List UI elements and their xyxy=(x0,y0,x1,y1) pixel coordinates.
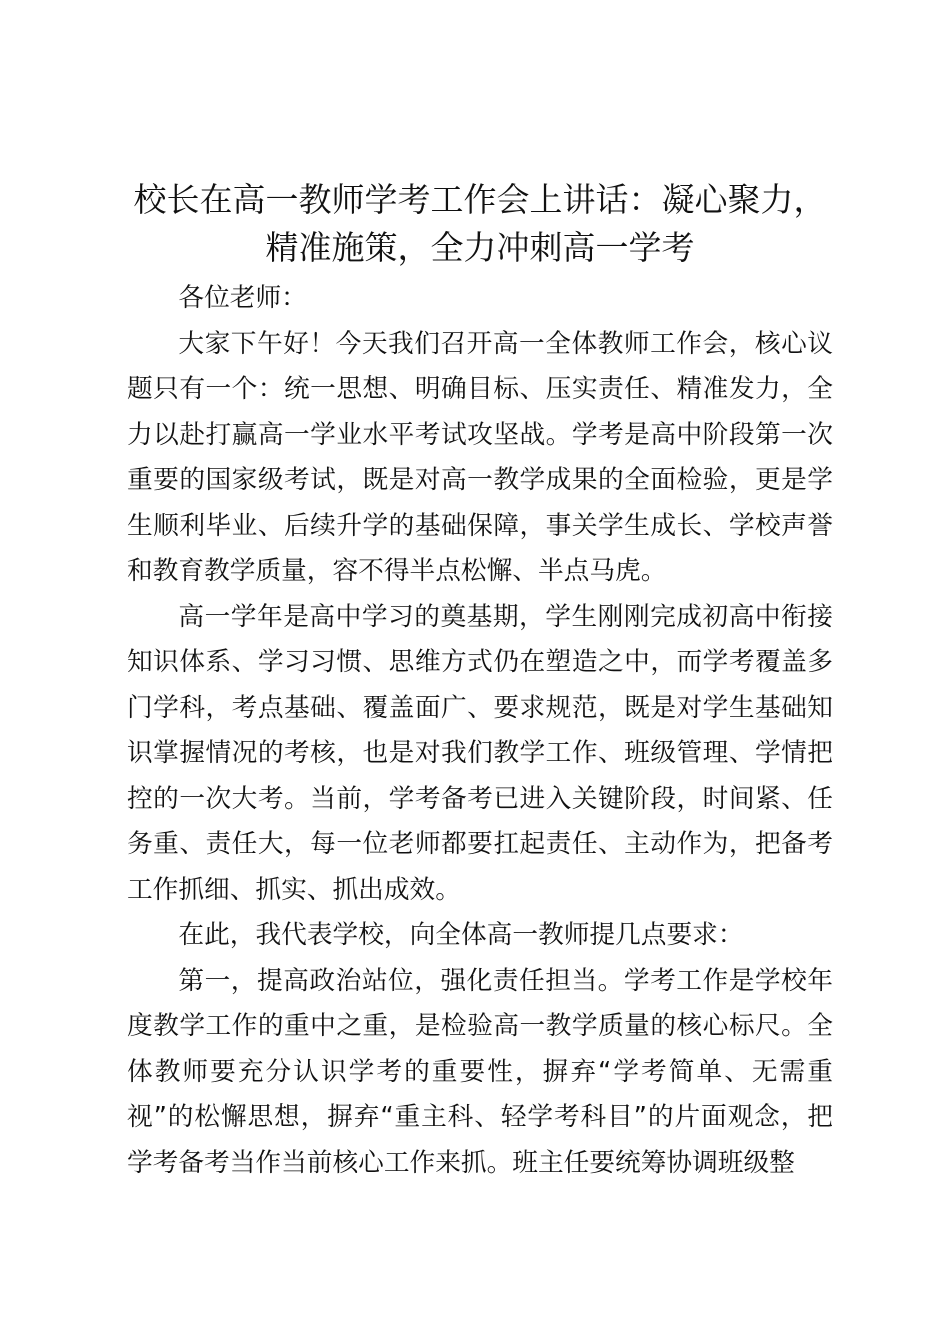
paragraph-context: 高一学年是高中学习的奠基期，学生刚刚完成初高中衔接知识体系、学习习惯、思维方式仍在塑造之中，而学考覆盖多门学科，考点基础、覆盖面广、要求规范，既是对学生基础知识掌握情况的考核，也是对我们教学工作、班级管理、学情把控的一次大考。当前，学考备考已进入关键阶段，时间紧、任务重、责任大，每一位老师都要扛起责任、主动作为，把备考工作抓细、抓实、抓出成效。 xyxy=(127,601,833,905)
paragraph-requirements-intro: 在此，我代表学校，向全体高一教师提几点要求： xyxy=(178,920,744,950)
document-title xyxy=(127,176,833,272)
paragraph-first-requirement: 第一，提高政治站位，强化责任担当。学考工作是学校年度教学工作的重中之重，是检验高一教学质量的核心标尺。全体教师要充分认识学考的重要性，摒弃“学考简单、无需重视”的松懈思想，摒弃“重主科、轻学考科目”的片面观念，把学考备考当作当前核心工作来抓。班主任要统筹协调班级整 xyxy=(127,965,833,1178)
paragraph-greeting: 大家下午好！今天我们召开高一全体教师工作会，核心议题只有一个：统一思想、明确目标、压实责任、精准发力，全力以赴打赢高一学业水平考试攻坚战。学考是高中阶段第一次重要的国家级考试，既是对高一教学成果的全面检验，更是学生顺利毕业、后续升学的基础保障，事关学生成长、学校声誉和教育教学质量，容不得半点松懈、半点马虎。 xyxy=(127,328,833,586)
salutation: 各位老师： xyxy=(178,283,307,313)
document-body xyxy=(127,276,833,1186)
title-line-2: 精准施策，全力冲刺高一学考 xyxy=(265,228,695,267)
document-page xyxy=(127,176,833,1186)
title-line-1: 校长在高一教师学考工作会上讲话：凝心聚力， xyxy=(133,180,827,219)
